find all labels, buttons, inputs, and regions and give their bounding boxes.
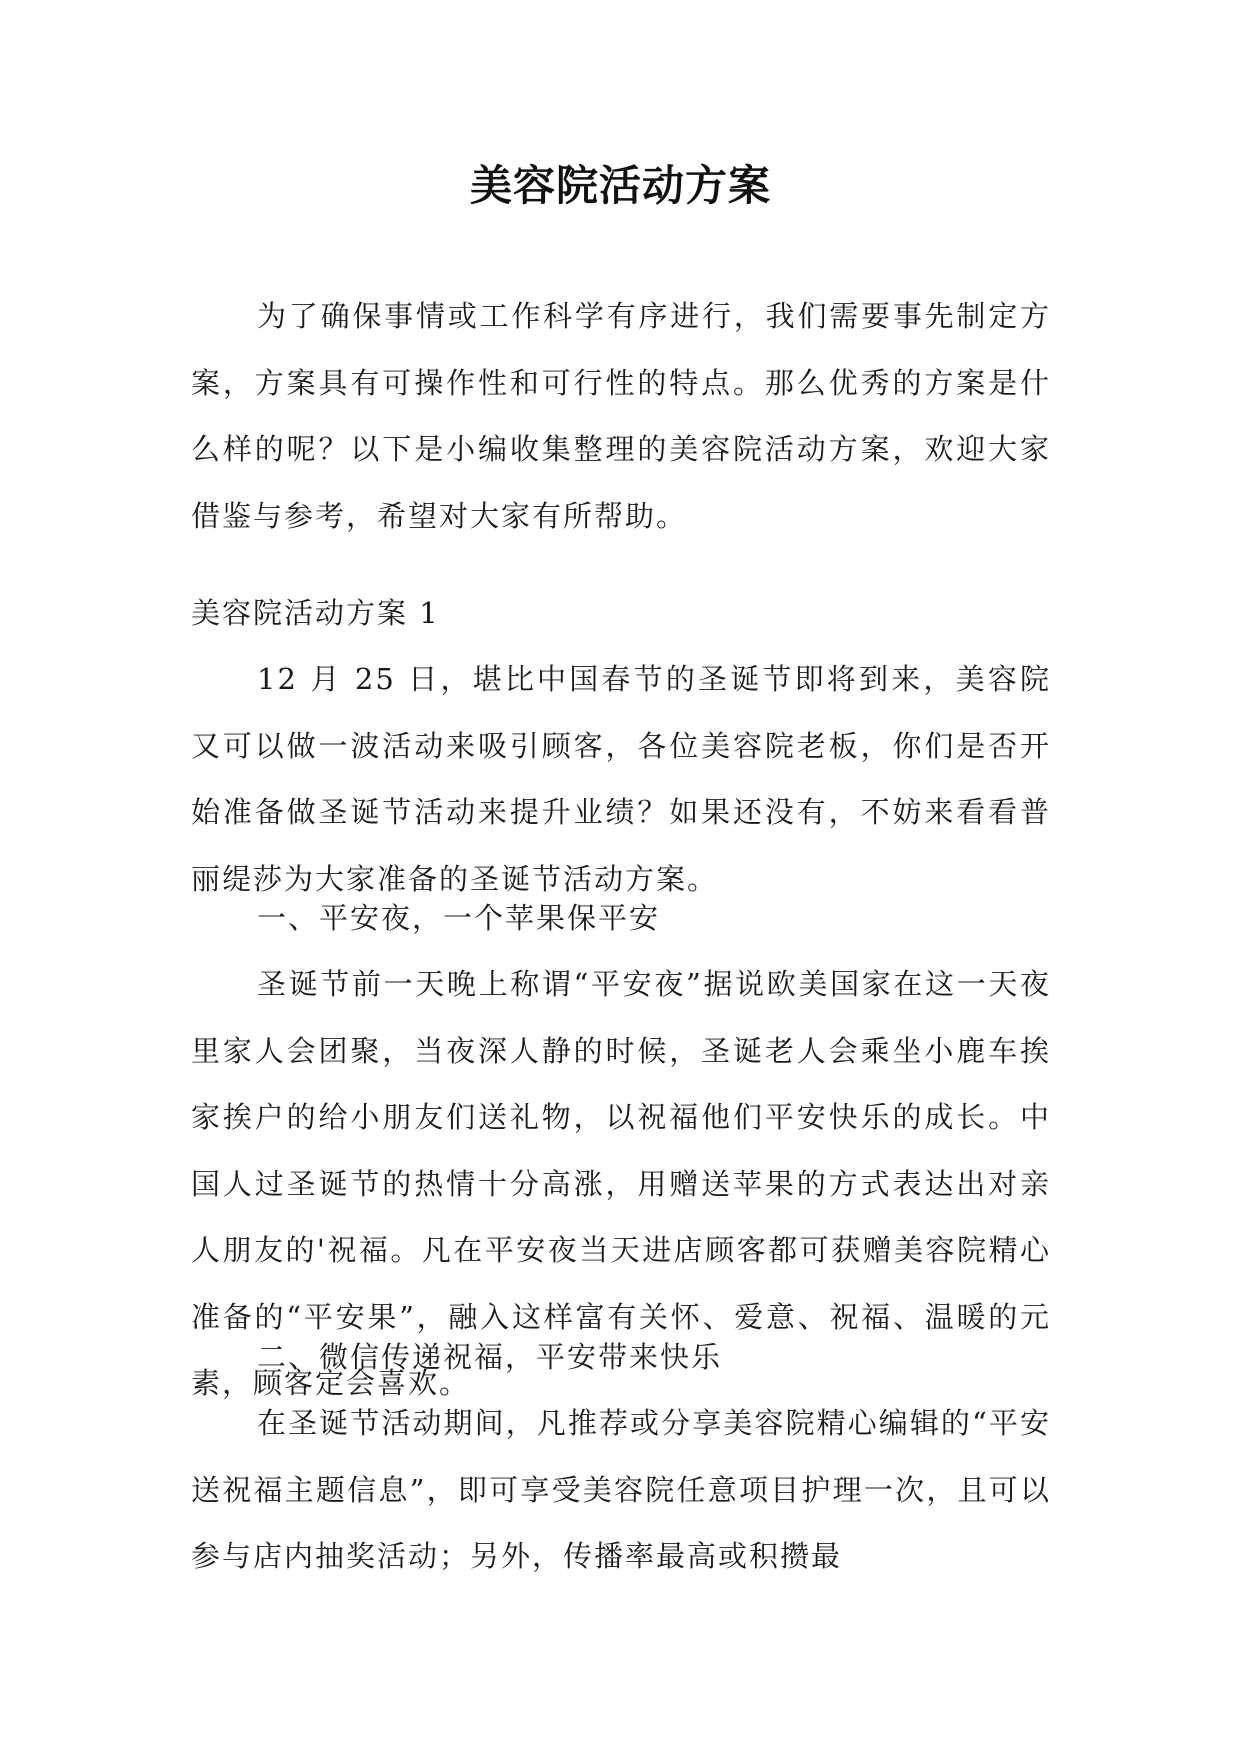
- intro-paragraph: 为了确保事情或工作科学有序进行，我们需要事先制定方案，方案具有可操作性和可行性的特点。那么优秀的方案是什么样的呢？以下是小编收集整理的美容院活动方案，欢迎大家借鉴与参考，希望对大家有所帮助。: [191, 299, 1051, 533]
- subheading-wechat: 二、微信传递祝福，平安带来快乐: [257, 1340, 723, 1374]
- paragraph-wechat: 在圣诞节活动期间，凡推荐或分享美容院精心编辑的“平安送祝福主题信息”，即可享受美容院任意项目护理一次，且可以参与店内抽奖活动；另外，传播率最高或积攒最: [191, 1406, 1051, 1573]
- subheading-peace-eve: 一、平安夜，一个苹果保平安: [257, 901, 661, 935]
- paragraph-peace-eve: 圣诞节前一天晚上称谓“平安夜”据说欧美国家在这一天夜里家人会团聚，当夜深人静的时候，圣诞老人会乘坐小鹿车挨家挨户的给小朋友们送礼物，以祝福他们平安快乐的成长。中国人过圣诞节的热情十分高涨，用赠送苹果的方式表达出对亲人朋友的'祝福。凡在平安夜当天进店顾客都可获赠美容院精心准备的“平安果”，融入这样富有关怀、爱意、祝福、温暖的元素，顾客定会喜欢。: [191, 967, 1051, 1400]
- paragraph-christmas-intro: 12 月 25 日，堪比中国春节的圣诞节即将到来，美容院又可以做一波活动来吸引顾客，各位美容院老板，你们是否开始准备做圣诞节活动来提升业绩？如果还没有，不妨来看看普丽缇莎为大家准备的圣诞节活动方案。: [191, 662, 1051, 896]
- section-heading: 美容院活动方案 1: [191, 596, 440, 630]
- document-title: 美容院活动方案: [469, 161, 771, 210]
